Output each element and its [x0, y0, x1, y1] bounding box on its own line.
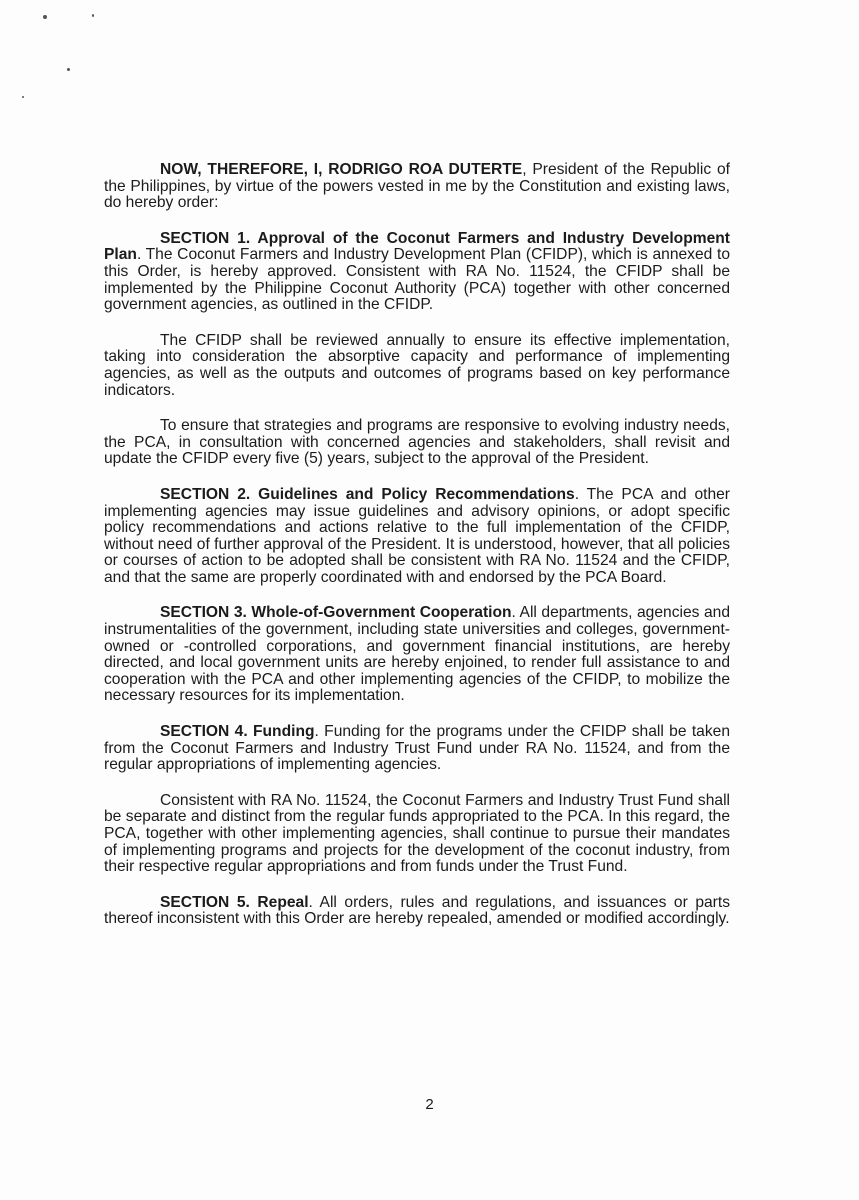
- scan-speck: [22, 96, 24, 98]
- paragraph-text: , President of the Republic of the Philippines, by virtue of the powers vested in me by the Constitution and existing laws, do hereby order:: [104, 161, 730, 212]
- paragraph-text: The CFIDP shall be reviewed annually to ensure its effective implementation, taking into consideration the absorptive capacity and performance of implementing agencies, as well as the outputs and outcomes of programs based on key performance indicators.: [104, 331, 730, 399]
- paragraph-heading: SECTION 1. Approval of the Coconut Farmers and Industry Development Plan: [104, 229, 730, 264]
- paragraph-section-2: [104, 487, 730, 587]
- paragraph-text: . The Coconut Farmers and Industry Development Plan (CFIDP), which is annexed to this Order, is hereby approved. Consistent with RA No. 11524, the CFIDP shall be implemented by the Philippine Coconut Authority (PCA) together with other concerned government agencies, as outlined in the CFIDP.: [104, 246, 730, 314]
- paragraph-heading: NOW, THEREFORE, I, RODRIGO ROA DUTERTE: [160, 161, 523, 178]
- paragraph-section-4: [104, 724, 730, 774]
- scan-speck: [92, 14, 94, 17]
- paragraph-text: . All departments, agencies and instrumentalities of the government, including state universities and colleges, government-owned or -controlled corporations, and government financial institutions, are hereby directed, and local government units are hereby enjoined, to render full assistance to and cooperation with the PCA and other implementing agencies of the CFIDP, to mobilize the necessary resources for its implementation.: [104, 604, 730, 705]
- paragraph-text: . Funding for the programs under the CFIDP shall be taken from the Coconut Farmers and Industry Trust Fund under RA No. 11524, and from the regular appropriations of implementing agencies.: [104, 723, 730, 774]
- scan-speck: [67, 68, 70, 71]
- paragraph-text: To ensure that strategies and programs are responsive to evolving industry needs, the PCA, in consultation with concerned agencies and stakeholders, shall revisit and update the CFIDP every five (5) years, subject to the approval of the President.: [104, 417, 730, 468]
- paragraph-heading: SECTION 3. Whole-of-Government Cooperation: [160, 604, 512, 622]
- paragraph-section-5: [104, 895, 730, 928]
- paragraph-section-3: [104, 605, 730, 705]
- page-number: 2: [425, 1096, 434, 1113]
- paragraph-heading: SECTION 2. Guidelines and Policy Recommendations: [160, 485, 575, 503]
- paragraph-heading: SECTION 5. Repeal: [160, 893, 309, 911]
- paragraph-section-1-update: [104, 418, 730, 468]
- paragraph-order-preamble: [104, 162, 730, 212]
- document-body: [104, 162, 730, 947]
- scan-speck: [43, 15, 47, 19]
- paragraph-section-1-review: [104, 333, 730, 399]
- paragraph-text: . All orders, rules and regulations, and issuances or parts thereof inconsistent with this Order are hereby repealed, amended or modified accordingly.: [104, 893, 730, 928]
- paragraph-text: Consistent with RA No. 11524, the Coconut Farmers and Industry Trust Fund shall be separate and distinct from the regular funds appropriated to the PCA. In this regard, the PCA, together with other implementing agencies, shall continue to pursue their mandates of implementing programs and projects for the development of the coconut industry, from their respective regular appropriations and from funds under the Trust Fund.: [104, 791, 730, 876]
- paragraph-section-4-trust-fund: [104, 793, 730, 876]
- paragraph-section-1: [104, 231, 730, 314]
- paragraph-text: . The PCA and other implementing agencies may issue guidelines and advisory opinions, or adopt specific policy recommendations and actions relative to the full implementation of the CFIDP, without need of further approval of the President. It is understood, however, that all policies or courses of action to be adopted shall be consistent with RA No. 11524 and the CFIDP, and that the same are properly coordinated with and endorsed by the PCA Board.: [104, 485, 730, 586]
- paragraph-heading: SECTION 4. Funding: [160, 723, 315, 741]
